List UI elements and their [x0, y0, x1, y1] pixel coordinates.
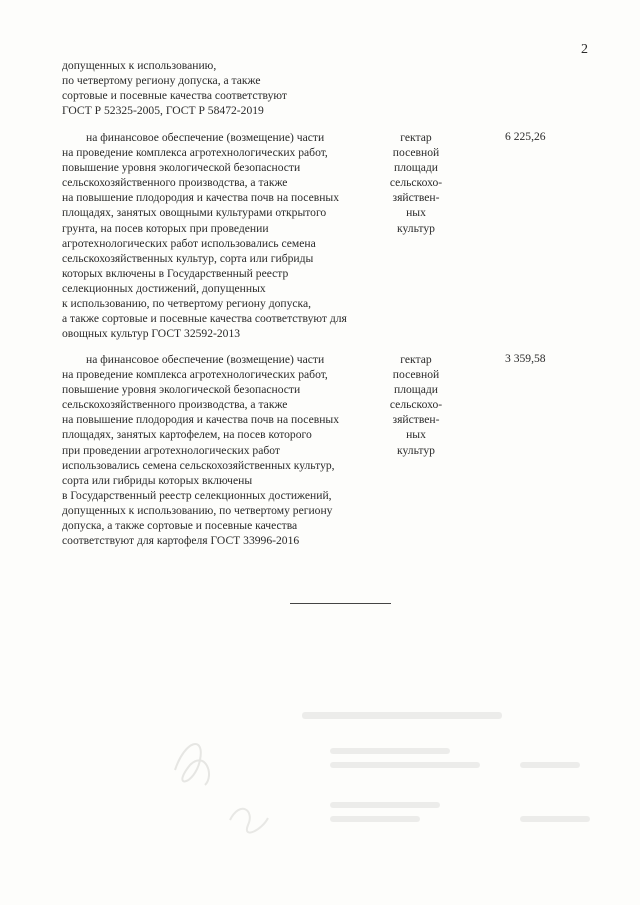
text-line: допуска, а также сортовые и посевные качества: [62, 519, 298, 533]
unit-line: культур: [397, 443, 435, 457]
unit-line: сельскохо-: [389, 398, 443, 412]
text-line: грунта, на посев которых при проведении: [62, 221, 269, 235]
unit-line: ных: [406, 206, 426, 220]
unit-line: гектар: [400, 131, 432, 144]
text-line: селекционных достижений, допущенных: [62, 281, 266, 295]
text-line: ГОСТ Р 52325-2005, ГОСТ Р 58472-2019: [62, 104, 264, 118]
text-line: сельскохозяйственного производства, а также: [62, 398, 288, 412]
text-line: а также сортовые и посевные качества соответствуют для: [62, 312, 347, 326]
text-line: на проведение комплекса агротехнологических работ,: [62, 368, 328, 382]
unit-line: зяйствен-: [392, 413, 440, 427]
unit-line: площади: [394, 161, 438, 175]
text-line: на повышение плодородия и качества почв на посевных: [62, 413, 340, 427]
text-line: площадях, занятых картофелем, на посев которого: [62, 428, 312, 442]
text-line: повышение уровня экологической безопасности: [62, 161, 301, 175]
text-line: агротехнологических работ использовались семена: [62, 236, 316, 250]
text-line: при проведении агротехнологических работ: [62, 443, 280, 457]
text-line: допущенных к использованию, по четвертому региону: [62, 503, 333, 517]
text-line: сорта или гибриды которых включены: [62, 473, 253, 487]
separator-line: [290, 603, 391, 604]
row-2-rate: 3 359,58: [505, 352, 546, 365]
unit-line: зяйствен-: [392, 191, 440, 205]
text-line: площадях, занятых овощными культурами открытого: [62, 206, 327, 220]
unit-line: посевной: [392, 368, 440, 382]
text-line: в Государственный реестр селекционных достижений,: [62, 488, 332, 502]
row-1-rate: 6 225,26: [505, 130, 546, 143]
text-line: на проведение комплекса агротехнологических работ,: [62, 146, 328, 160]
unit-line: ных: [406, 428, 426, 442]
text-line: сельскохозяйственных культур, сорта или гибриды: [62, 251, 314, 265]
row-1-description: [62, 130, 375, 341]
text-line: к использованию, по четвертому региону допуска,: [62, 297, 312, 311]
text-line: использовались семена сельскохозяйственных культур,: [62, 458, 335, 472]
unit-line: сельскохо-: [389, 176, 443, 190]
page-number: 2: [581, 42, 588, 57]
text-line: которых включены в Государственный реестр: [62, 266, 289, 280]
text-line: овощных культур ГОСТ 32592-2013: [62, 327, 241, 341]
text-line: сортовые и посевные качества соответствуют: [62, 89, 288, 103]
text-line: допущенных к использованию,: [62, 59, 217, 72]
text-line: по четвертому региону допуска, а также: [62, 74, 261, 88]
unit-line: гектар: [400, 353, 432, 366]
row-1-unit: [378, 130, 454, 236]
bleed-through-marks: [0, 690, 640, 850]
row-2-unit: [378, 352, 454, 458]
text-line: повышение уровня экологической безопасности: [62, 383, 301, 397]
unit-line: площади: [394, 383, 438, 397]
unit-line: посевной: [392, 146, 440, 160]
text-line: на финансовое обеспечение (возмещение) части: [86, 353, 325, 366]
unit-line: культур: [397, 221, 435, 235]
text-line: сельскохозяйственного производства, а также: [62, 176, 288, 190]
text-line: на финансовое обеспечение (возмещение) части: [86, 131, 325, 144]
intro-paragraph: [62, 58, 375, 118]
text-line: на повышение плодородия и качества почв на посевных: [62, 191, 340, 205]
row-2-description: [62, 352, 375, 548]
text-line: соответствуют для картофеля ГОСТ 33996-2016: [62, 534, 300, 548]
